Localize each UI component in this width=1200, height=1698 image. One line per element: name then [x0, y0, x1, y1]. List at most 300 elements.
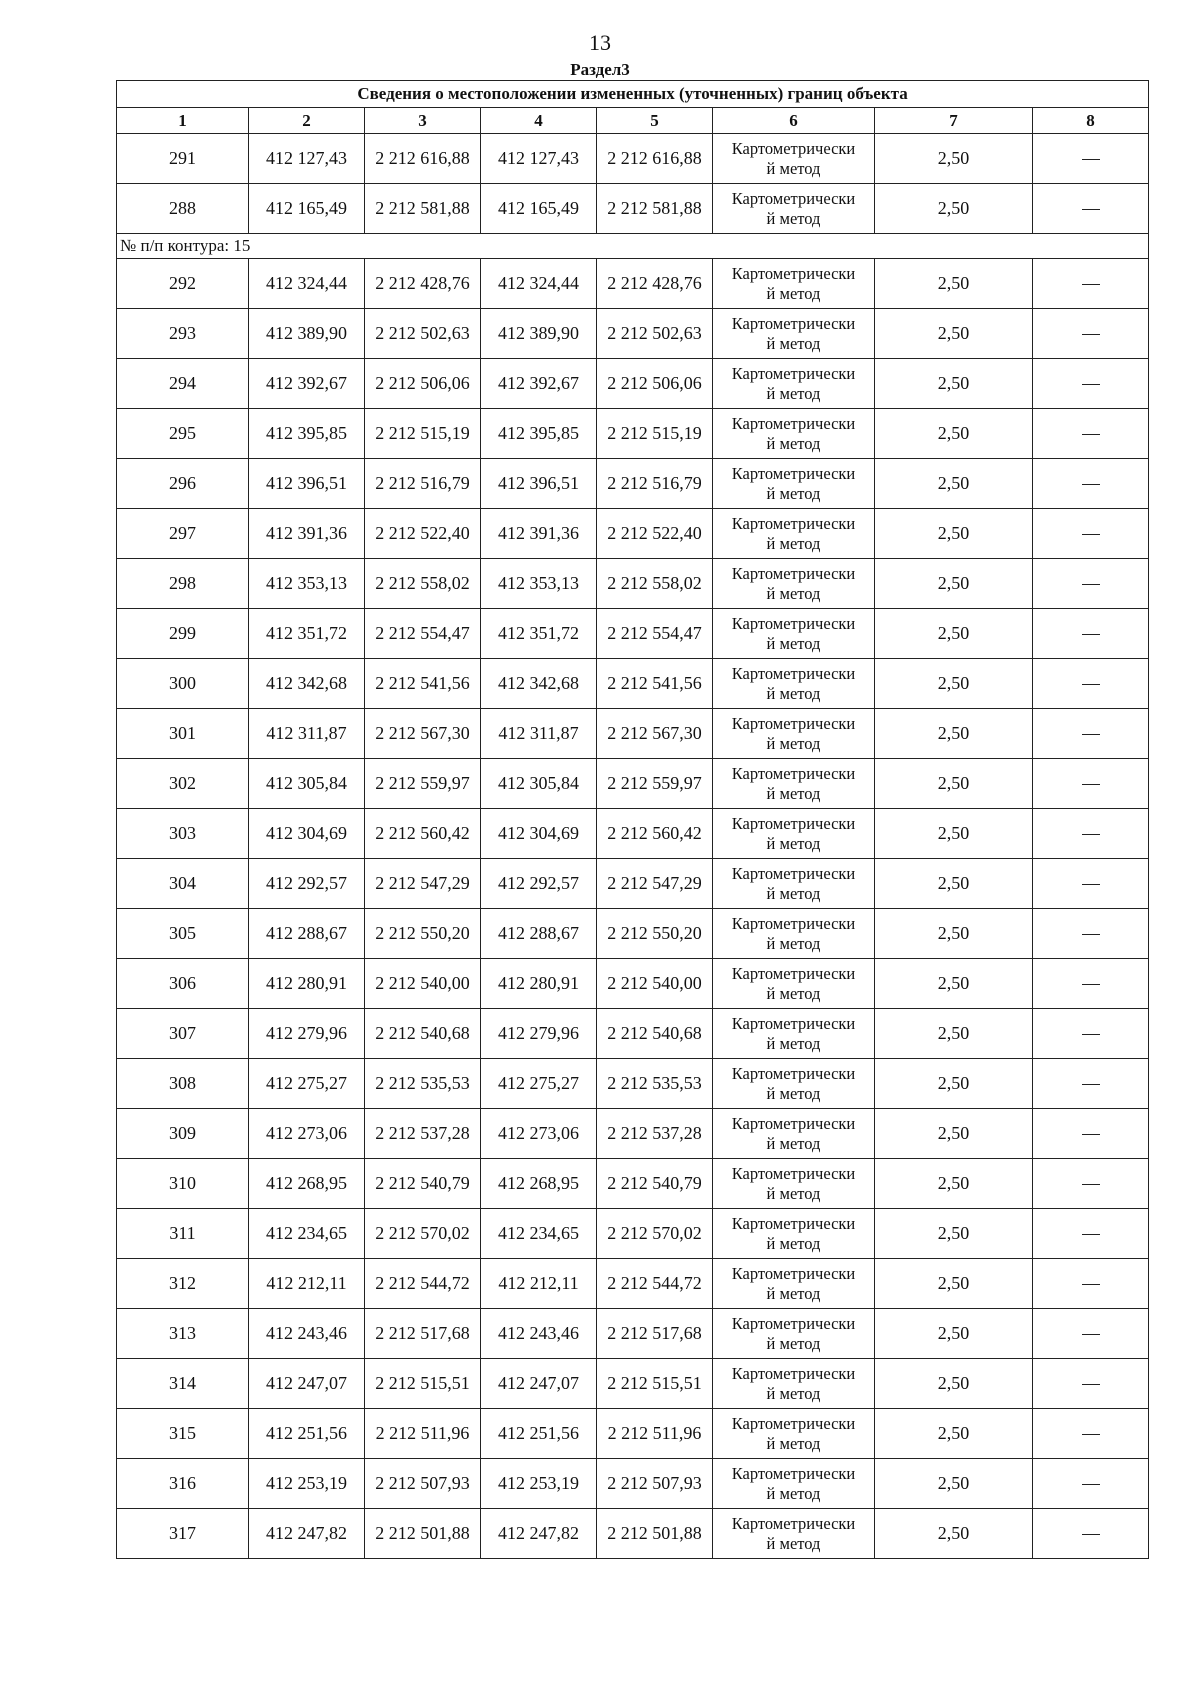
- method-cell: [713, 1459, 875, 1509]
- x-new-cell: 412 247,82: [481, 1509, 597, 1559]
- dash-icon: [1082, 1334, 1100, 1335]
- y-new-cell: 2 212 515,51: [597, 1359, 713, 1409]
- point-number-cell: 295: [117, 409, 249, 459]
- x-old-cell: 412 268,95: [249, 1159, 365, 1209]
- table-row: [117, 1209, 1149, 1259]
- description-cell: [1033, 709, 1149, 759]
- x-new-cell: 412 351,72: [481, 609, 597, 659]
- table-row: [117, 509, 1149, 559]
- method-line2: й метод: [766, 883, 821, 903]
- y-new-cell: 2 212 540,79: [597, 1159, 713, 1209]
- method-cell: [713, 134, 875, 184]
- accuracy-cell: 2,50: [875, 1359, 1033, 1409]
- x-old-cell: 412 251,56: [249, 1409, 365, 1459]
- method-line1: Картометрически: [731, 1463, 856, 1483]
- column-header: 6: [713, 108, 875, 134]
- method-cell: [713, 1509, 875, 1559]
- column-header: 8: [1033, 108, 1149, 134]
- point-number-cell: 294: [117, 359, 249, 409]
- x-old-cell: 412 292,57: [249, 859, 365, 909]
- y-old-cell: 2 212 541,56: [365, 659, 481, 709]
- point-number-cell: 291: [117, 134, 249, 184]
- y-old-cell: 2 212 502,63: [365, 309, 481, 359]
- method-line2: й метод: [766, 433, 821, 453]
- method-cell: [713, 759, 875, 809]
- method-line2: й метод: [766, 1083, 821, 1103]
- method-line1: Картометрически: [731, 313, 856, 333]
- method-cell: [713, 409, 875, 459]
- y-new-cell: 2 212 581,88: [597, 184, 713, 234]
- method-line2: й метод: [766, 783, 821, 803]
- method-line2: й метод: [766, 1433, 821, 1453]
- method-line1: Картометрически: [731, 613, 856, 633]
- x-old-cell: 412 253,19: [249, 1459, 365, 1509]
- description-cell: [1033, 659, 1149, 709]
- x-old-cell: 412 389,90: [249, 309, 365, 359]
- x-old-cell: 412 396,51: [249, 459, 365, 509]
- y-old-cell: 2 212 540,79: [365, 1159, 481, 1209]
- table-row: [117, 259, 1149, 309]
- method-cell: [713, 1309, 875, 1359]
- method-cell: [713, 1159, 875, 1209]
- method-line1: Картометрически: [731, 513, 856, 533]
- x-old-cell: 412 391,36: [249, 509, 365, 559]
- x-new-cell: 412 324,44: [481, 259, 597, 309]
- x-old-cell: 412 247,82: [249, 1509, 365, 1559]
- description-cell: [1033, 1259, 1149, 1309]
- accuracy-cell: 2,50: [875, 809, 1033, 859]
- method-line2: й метод: [766, 158, 821, 178]
- description-cell: [1033, 559, 1149, 609]
- x-old-cell: 412 212,11: [249, 1259, 365, 1309]
- x-new-cell: 412 288,67: [481, 909, 597, 959]
- column-header: 2: [249, 108, 365, 134]
- x-new-cell: 412 292,57: [481, 859, 597, 909]
- dash-icon: [1082, 384, 1100, 385]
- dash-icon: [1082, 1484, 1100, 1485]
- point-number-cell: 310: [117, 1159, 249, 1209]
- x-new-cell: 412 396,51: [481, 459, 597, 509]
- x-new-cell: 412 253,19: [481, 1459, 597, 1509]
- method-line1: Картометрически: [731, 1363, 856, 1383]
- page-number: 13: [589, 30, 611, 55]
- method-cell: [713, 1209, 875, 1259]
- y-new-cell: 2 212 570,02: [597, 1209, 713, 1259]
- description-cell: [1033, 1409, 1149, 1459]
- point-number-cell: 288: [117, 184, 249, 234]
- point-number-cell: 292: [117, 259, 249, 309]
- method-cell: [713, 1359, 875, 1409]
- table-row: [117, 1009, 1149, 1059]
- x-old-cell: 412 351,72: [249, 609, 365, 659]
- accuracy-cell: 2,50: [875, 1409, 1033, 1459]
- dash-icon: [1082, 984, 1100, 985]
- method-cell: [713, 309, 875, 359]
- table-row: [117, 909, 1149, 959]
- x-old-cell: 412 280,91: [249, 959, 365, 1009]
- y-old-cell: 2 212 540,68: [365, 1009, 481, 1059]
- y-new-cell: 2 212 540,00: [597, 959, 713, 1009]
- y-new-cell: 2 212 428,76: [597, 259, 713, 309]
- method-cell: [713, 1409, 875, 1459]
- table-row: [117, 609, 1149, 659]
- description-cell: [1033, 359, 1149, 409]
- method-line2: й метод: [766, 583, 821, 603]
- y-new-cell: 2 212 544,72: [597, 1259, 713, 1309]
- table-row: [117, 1059, 1149, 1109]
- method-line1: Картометрически: [731, 1413, 856, 1433]
- y-new-cell: 2 212 522,40: [597, 509, 713, 559]
- description-cell: [1033, 184, 1149, 234]
- point-number-cell: 301: [117, 709, 249, 759]
- x-old-cell: 412 127,43: [249, 134, 365, 184]
- description-cell: [1033, 1059, 1149, 1109]
- accuracy-cell: 2,50: [875, 909, 1033, 959]
- dash-icon: [1082, 1534, 1100, 1535]
- y-old-cell: 2 212 616,88: [365, 134, 481, 184]
- dash-icon: [1082, 834, 1100, 835]
- dash-icon: [1082, 334, 1100, 335]
- table-row: [117, 859, 1149, 909]
- x-new-cell: 412 279,96: [481, 1009, 597, 1059]
- x-new-cell: 412 273,06: [481, 1109, 597, 1159]
- dash-icon: [1082, 784, 1100, 785]
- point-number-cell: 316: [117, 1459, 249, 1509]
- method-line2: й метод: [766, 633, 821, 653]
- table-row: [117, 1409, 1149, 1459]
- description-cell: [1033, 1509, 1149, 1559]
- method-cell: [713, 1009, 875, 1059]
- method-line1: Картометрически: [731, 863, 856, 883]
- point-number-cell: 296: [117, 459, 249, 509]
- y-new-cell: 2 212 506,06: [597, 359, 713, 409]
- method-line1: Картометрически: [731, 1263, 856, 1283]
- y-old-cell: 2 212 550,20: [365, 909, 481, 959]
- table-title: Сведения о местоположении измененных (уточненных) границ объекта: [117, 81, 1149, 108]
- point-number-cell: 312: [117, 1259, 249, 1309]
- method-line1: Картометрически: [731, 138, 856, 158]
- y-old-cell: 2 212 570,02: [365, 1209, 481, 1259]
- description-cell: [1033, 859, 1149, 909]
- column-header: 7: [875, 108, 1033, 134]
- description-cell: [1033, 1359, 1149, 1409]
- dash-icon: [1082, 284, 1100, 285]
- description-cell: [1033, 1309, 1149, 1359]
- method-line1: Картометрически: [731, 1113, 856, 1133]
- dash-icon: [1082, 634, 1100, 635]
- description-cell: [1033, 909, 1149, 959]
- accuracy-cell: 2,50: [875, 459, 1033, 509]
- method-cell: [713, 509, 875, 559]
- accuracy-cell: 2,50: [875, 509, 1033, 559]
- method-line1: Картометрически: [731, 463, 856, 483]
- method-line2: й метод: [766, 683, 821, 703]
- accuracy-cell: 2,50: [875, 1209, 1033, 1259]
- y-old-cell: 2 212 515,51: [365, 1359, 481, 1409]
- description-cell: [1033, 309, 1149, 359]
- method-line1: Картометрически: [731, 913, 856, 933]
- dash-icon: [1082, 1084, 1100, 1085]
- y-old-cell: 2 212 554,47: [365, 609, 481, 659]
- table-row: [117, 309, 1149, 359]
- y-old-cell: 2 212 544,72: [365, 1259, 481, 1309]
- point-number-cell: 308: [117, 1059, 249, 1109]
- method-line2: й метод: [766, 208, 821, 228]
- point-number-cell: 297: [117, 509, 249, 559]
- accuracy-cell: 2,50: [875, 559, 1033, 609]
- x-old-cell: 412 234,65: [249, 1209, 365, 1259]
- description-cell: [1033, 809, 1149, 859]
- description-cell: [1033, 509, 1149, 559]
- table-row: [117, 1359, 1149, 1409]
- dash-icon: [1082, 1034, 1100, 1035]
- accuracy-cell: 2,50: [875, 359, 1033, 409]
- table-row: [117, 559, 1149, 609]
- point-number-cell: 309: [117, 1109, 249, 1159]
- accuracy-cell: 2,50: [875, 409, 1033, 459]
- method-cell: [713, 959, 875, 1009]
- dash-icon: [1082, 159, 1100, 160]
- method-cell: [713, 459, 875, 509]
- y-old-cell: 2 212 540,00: [365, 959, 481, 1009]
- y-old-cell: 2 212 506,06: [365, 359, 481, 409]
- x-old-cell: 412 288,67: [249, 909, 365, 959]
- contour-row: [117, 234, 1149, 259]
- method-line2: й метод: [766, 1283, 821, 1303]
- dash-icon: [1082, 1284, 1100, 1285]
- point-number-cell: 307: [117, 1009, 249, 1059]
- table-row: [117, 1159, 1149, 1209]
- y-old-cell: 2 212 511,96: [365, 1409, 481, 1459]
- y-new-cell: 2 212 516,79: [597, 459, 713, 509]
- point-number-cell: 303: [117, 809, 249, 859]
- method-line2: й метод: [766, 1483, 821, 1503]
- table-body-after-contour: [117, 259, 1149, 1559]
- x-new-cell: 412 268,95: [481, 1159, 597, 1209]
- method-line1: Картометрически: [731, 813, 856, 833]
- dash-icon: [1082, 484, 1100, 485]
- method-cell: [713, 659, 875, 709]
- x-new-cell: 412 304,69: [481, 809, 597, 859]
- y-new-cell: 2 212 511,96: [597, 1409, 713, 1459]
- y-old-cell: 2 212 560,42: [365, 809, 481, 859]
- x-new-cell: 412 247,07: [481, 1359, 597, 1409]
- dash-icon: [1082, 1134, 1100, 1135]
- table-row: [117, 1109, 1149, 1159]
- y-new-cell: 2 212 515,19: [597, 409, 713, 459]
- x-old-cell: 412 392,67: [249, 359, 365, 409]
- method-cell: [713, 859, 875, 909]
- method-line1: Картометрически: [731, 363, 856, 383]
- x-new-cell: 412 165,49: [481, 184, 597, 234]
- accuracy-cell: 2,50: [875, 1259, 1033, 1309]
- method-cell: [713, 1109, 875, 1159]
- x-new-cell: 412 353,13: [481, 559, 597, 609]
- method-line2: й метод: [766, 283, 821, 303]
- description-cell: [1033, 1459, 1149, 1509]
- accuracy-cell: 2,50: [875, 1459, 1033, 1509]
- x-new-cell: 412 280,91: [481, 959, 597, 1009]
- description-cell: [1033, 959, 1149, 1009]
- section-title: Раздел3: [570, 60, 630, 79]
- x-new-cell: 412 392,67: [481, 359, 597, 409]
- y-new-cell: 2 212 502,63: [597, 309, 713, 359]
- dash-icon: [1082, 1234, 1100, 1235]
- dash-icon: [1082, 434, 1100, 435]
- x-old-cell: 412 279,96: [249, 1009, 365, 1059]
- accuracy-cell: 2,50: [875, 184, 1033, 234]
- y-new-cell: 2 212 558,02: [597, 559, 713, 609]
- method-line1: Картометрически: [731, 1163, 856, 1183]
- y-new-cell: 2 212 541,56: [597, 659, 713, 709]
- point-number-cell: 299: [117, 609, 249, 659]
- table-row: [117, 409, 1149, 459]
- dash-icon: [1082, 1434, 1100, 1435]
- x-old-cell: 412 273,06: [249, 1109, 365, 1159]
- table-row: [117, 659, 1149, 709]
- dash-icon: [1082, 1184, 1100, 1185]
- accuracy-cell: 2,50: [875, 1059, 1033, 1109]
- method-line2: й метод: [766, 1533, 821, 1553]
- accuracy-cell: 2,50: [875, 309, 1033, 359]
- dash-icon: [1082, 1384, 1100, 1385]
- method-line1: Картометрически: [731, 563, 856, 583]
- accuracy-cell: 2,50: [875, 1309, 1033, 1359]
- dash-icon: [1082, 534, 1100, 535]
- method-line2: й метод: [766, 833, 821, 853]
- dash-icon: [1082, 934, 1100, 935]
- column-header: 1: [117, 108, 249, 134]
- x-new-cell: 412 212,11: [481, 1259, 597, 1309]
- table-row: [117, 1509, 1149, 1559]
- x-old-cell: 412 324,44: [249, 259, 365, 309]
- method-line1: Картометрически: [731, 1063, 856, 1083]
- accuracy-cell: 2,50: [875, 1159, 1033, 1209]
- description-cell: [1033, 759, 1149, 809]
- x-old-cell: 412 275,27: [249, 1059, 365, 1109]
- method-line1: Картометрически: [731, 663, 856, 683]
- x-new-cell: 412 342,68: [481, 659, 597, 709]
- y-new-cell: 2 212 507,93: [597, 1459, 713, 1509]
- y-new-cell: 2 212 559,97: [597, 759, 713, 809]
- x-new-cell: 412 275,27: [481, 1059, 597, 1109]
- method-line2: й метод: [766, 383, 821, 403]
- x-new-cell: 412 389,90: [481, 309, 597, 359]
- table-row: [117, 359, 1149, 409]
- contour-label: № п/п контура: 15: [117, 234, 1149, 259]
- method-line2: й метод: [766, 333, 821, 353]
- point-number-cell: 293: [117, 309, 249, 359]
- method-line2: й метод: [766, 1183, 821, 1203]
- x-old-cell: 412 165,49: [249, 184, 365, 234]
- accuracy-cell: 2,50: [875, 959, 1033, 1009]
- y-old-cell: 2 212 507,93: [365, 1459, 481, 1509]
- x-new-cell: 412 243,46: [481, 1309, 597, 1359]
- dash-icon: [1082, 884, 1100, 885]
- y-old-cell: 2 212 567,30: [365, 709, 481, 759]
- method-line1: Картометрически: [731, 963, 856, 983]
- coordinates-table: [116, 80, 1149, 1559]
- dash-icon: [1082, 584, 1100, 585]
- x-new-cell: 412 311,87: [481, 709, 597, 759]
- point-number-cell: 315: [117, 1409, 249, 1459]
- point-number-cell: 298: [117, 559, 249, 609]
- description-cell: [1033, 609, 1149, 659]
- method-line1: Картометрически: [731, 188, 856, 208]
- x-new-cell: 412 391,36: [481, 509, 597, 559]
- y-old-cell: 2 212 535,53: [365, 1059, 481, 1109]
- accuracy-cell: 2,50: [875, 1009, 1033, 1059]
- accuracy-cell: 2,50: [875, 759, 1033, 809]
- accuracy-cell: 2,50: [875, 659, 1033, 709]
- dash-icon: [1082, 734, 1100, 735]
- method-line1: Картометрически: [731, 713, 856, 733]
- y-old-cell: 2 212 547,29: [365, 859, 481, 909]
- point-number-cell: 306: [117, 959, 249, 1009]
- y-old-cell: 2 212 517,68: [365, 1309, 481, 1359]
- accuracy-cell: 2,50: [875, 1109, 1033, 1159]
- description-cell: [1033, 134, 1149, 184]
- description-cell: [1033, 1009, 1149, 1059]
- y-new-cell: 2 212 501,88: [597, 1509, 713, 1559]
- dash-icon: [1082, 209, 1100, 210]
- table-row: [117, 134, 1149, 184]
- point-number-cell: 304: [117, 859, 249, 909]
- method-line2: й метод: [766, 1133, 821, 1153]
- x-old-cell: 412 304,69: [249, 809, 365, 859]
- column-header: 5: [597, 108, 713, 134]
- method-cell: [713, 609, 875, 659]
- table-row: [117, 1309, 1149, 1359]
- point-number-cell: 314: [117, 1359, 249, 1409]
- description-cell: [1033, 1109, 1149, 1159]
- description-cell: [1033, 409, 1149, 459]
- y-old-cell: 2 212 581,88: [365, 184, 481, 234]
- x-old-cell: 412 243,46: [249, 1309, 365, 1359]
- x-new-cell: 412 305,84: [481, 759, 597, 809]
- column-header: 4: [481, 108, 597, 134]
- method-line1: Картометрически: [731, 263, 856, 283]
- description-cell: [1033, 1159, 1149, 1209]
- accuracy-cell: 2,50: [875, 259, 1033, 309]
- method-cell: [713, 259, 875, 309]
- y-new-cell: 2 212 540,68: [597, 1009, 713, 1059]
- method-cell: [713, 359, 875, 409]
- method-cell: [713, 184, 875, 234]
- description-cell: [1033, 259, 1149, 309]
- y-old-cell: 2 212 428,76: [365, 259, 481, 309]
- y-old-cell: 2 212 559,97: [365, 759, 481, 809]
- accuracy-cell: 2,50: [875, 859, 1033, 909]
- accuracy-cell: 2,50: [875, 609, 1033, 659]
- y-new-cell: 2 212 616,88: [597, 134, 713, 184]
- method-line2: й метод: [766, 983, 821, 1003]
- method-line1: Картометрически: [731, 1013, 856, 1033]
- method-line1: Картометрически: [731, 1213, 856, 1233]
- method-cell: [713, 1059, 875, 1109]
- table-row: [117, 184, 1149, 234]
- y-new-cell: 2 212 537,28: [597, 1109, 713, 1159]
- x-old-cell: 412 311,87: [249, 709, 365, 759]
- table-row: [117, 759, 1149, 809]
- method-line2: й метод: [766, 533, 821, 553]
- table-row: [117, 809, 1149, 859]
- method-cell: [713, 909, 875, 959]
- x-new-cell: 412 251,56: [481, 1409, 597, 1459]
- x-new-cell: 412 127,43: [481, 134, 597, 184]
- method-line2: й метод: [766, 1383, 821, 1403]
- method-cell: [713, 1259, 875, 1309]
